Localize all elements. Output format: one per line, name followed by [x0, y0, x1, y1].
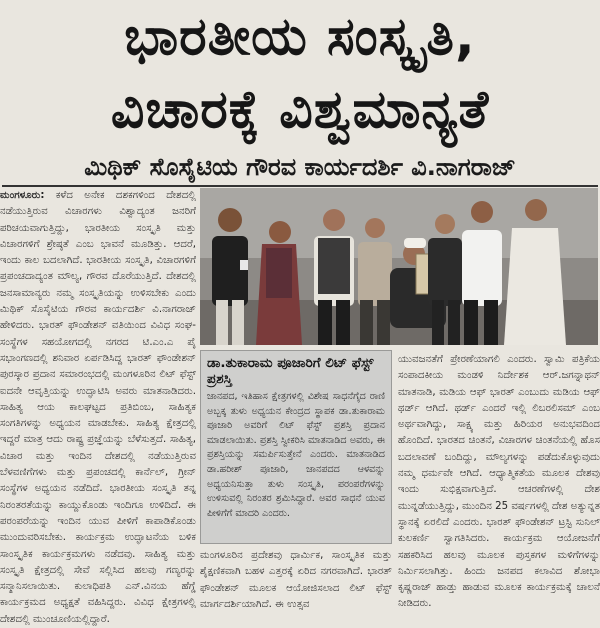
article-left-column: [0, 188, 196, 625]
article-dateline: ಮಂಗಳೂರು:: [0, 190, 45, 201]
subheadline: ಮಿಥಿಕ್ ಸೊಸೈಟಿಯ ಗೌರವ ಕಾರ್ಯದರ್ಶಿ ವಿ.ನಾಗರಾಜ್: [84, 153, 516, 181]
article-middle-bottom: [200, 548, 392, 614]
headline-line-1: ಭಾರತೀಯ ಸಂಸ್ಕೃತಿ,: [124, 7, 476, 67]
article-right-text: ಯುವಜನತೆಗೆ ಪ್ರೇರಣೆಯಾಗಲಿ ಎಂದರು. ಸ್ವಾಮಿ ಪತ್ರಿಕೆಯ ಸಂಪಾದಕೀಯ ಮಂಡಳಿ ನಿರ್ದೇಶಕ ಆರ್.ಜಗನ್ನಾಥನ್ ಮಾತನಾಡಿ, ಮಡಿಯ ಆಫ್ ಭಾರತ್ ಎಂಬುದು ಮಡಿಯ ಆಫ್ ಥರ್ಡ್ ಆಗಿದೆ. ಥರ್ಡ್ ಎಂದರೆ ಇಲ್ಲಿ ಲಿಬರಲಿಸಮ್ ಎಂಬ ಅರ್ಥವಾಗಿದ್ದು, ಸಾಕ್ಷ್ಯ ಮತ್ತು ಹಿರಿಯರ ಅನುಭವದಿಂದ ಹೊಂದಿದೆ. ಭಾರತದ ಚಿಂತನೆ, ವಿಚಾರಗಳ ಚಿಂತನೆಯಲ್ಲಿ ಹೊಸ ಬದಲಾವಣೆ ಬಂದಿದ್ದು, ಮೌಲ್ಯಗಳನ್ನು ಪಡೆದುಕೊಳ್ಳುವುದು ನಮ್ಮ ಧರ್ಮವೇ ಆಗಿದೆ. ಆಧ್ಯಾತ್ಮಿಕತೆಯ ಮೂಲಕ ದೇಶವು ಇಂದು ಸುಭಿಕ್ಷವಾಗುತ್ತಿದೆ. ಆಚರಣೆಗಳಲ್ಲಿ ದೇಶ ಮುನ್ನಡೆಯುತ್ತಿದ್ದು, ಮುಂದಿನ 25 ವರ್ಷಗಳಲ್ಲಿ ದೇಶ ಅತ್ಯುನ್ನತ ಸ್ಥಾನಕ್ಕೆ ಏರಲಿದೆ ಎಂದರು. ಭಾರತ್ ಫೌಂಡೇಶನ್ ಟ್ರಸ್ಟಿ ಸುನಿಲ್ ಕುಲಕರ್ಣಿ ಸ್ವಾಗತಿಸಿದರು. ಕಾರ್ಯಕ್ರಮ ಆಯೋಜನೆಗೆ ಸಹಕರಿಸಿದ ಹಲವು ಮೂಲಕ ಪುಸ್ತಕಗಳ ಮಳಿಗೆಗಳನ್ನು ನಿರ್ಮಿಸಲಾಗಿತ್ತು. ಹಿಂದು ಜನಪದ ಕಲಾವಿದ ಶೋಭಾ ಕೃಷ್ಣರಾಜ್ ಹಾಡ್ತು ಹಾಡುವ ಮೂಲಕ ಕಾರ್ಯಕ್ರಮಕ್ಕೆ ಚಾಲನೆ ನೀಡಿದರು.: [398, 354, 600, 610]
article-right-column: [398, 352, 600, 612]
headline-divider: [2, 185, 598, 187]
award-sidebar-box: [200, 350, 392, 544]
headline-line-2: ವಿಚಾರಕ್ಕೆ ವಿಶ್ವಮಾನ್ಯತೆ: [110, 80, 490, 140]
award-box-body: ಜಾನಪದ, ಇತಿಹಾಸ ಕ್ಷೇತ್ರಗಳಲ್ಲಿ ವಿಶೇಷ ಸಾಧನೆಗೈದ ರಾಣಿ ಅಬ್ಬಕ್ಕ ತುಳು ಅಧ್ಯಯನ ಕೇಂದ್ರದ ಸ್ಥಾಪಕ ಡಾ.ತುಕಾರಾಮ ಪೂಜಾರಿ ಅವರಿಗೆ ಲಿಟ್ ಫೆಸ್ಟ್ ಪ್ರಶಸ್ತಿ ಪ್ರದಾನ ಮಾಡಲಾಯಿತು. ಪ್ರಶಸ್ತಿ ಸ್ವೀಕರಿಸಿ ಮಾತನಾಡಿದ ಅವರು, ಈ ಪ್ರಶಸ್ತಿಯನ್ನು ಸಮರ್ಪಿಸುತ್ತೇನೆ ಎಂದರು. ಮಾತನಾಡಿದ ಡಾ.ಹರೀಶ್ ಪೂಜಾರಿ, ಜಾನಪದದ ಆಳವನ್ನು ಅಧ್ಯಯನಿಸುತ್ತಾ ತುಳು ಸಂಸ್ಕೃತಿ, ಪರಂಪರೆಗಳನ್ನು ಉಳಿಸುವಲ್ಲಿ ನಿರಂತರ ಶ್ರಮಿಸಿದ್ದಾರೆ. ಅವರ ಸಾಧನೆ ಯುವ ಪೀಳಿಗೆಗೆ ಮಾದರಿ ಎಂದರು.: [207, 391, 385, 519]
article-left-text: ಕಳೆದ ಅನೇಕ ದಶಕಗಳಿಂದ ದೇಶದಲ್ಲಿ ನಡೆಯುತ್ತಿರುವ ವಿಚಾರಗಳು ವಿಶ್ವಾದ್ಯಂತ ಜನರಿಗೆ ಪರಿಚಯವಾಗುತ್ತಿದ್ದು, ಭಾರತೀಯ ಸಂಸ್ಕೃತಿ ಮತ್ತು ವಿಚಾರಗಳಿಗೆ ಶ್ರೇಷ್ಠತೆ ಎಂಬ ಭಾವನೆ ಮೂಡಿತ್ತು. ಆದರೆ, ಇಂದು ಕಾಲ ಬದಲಾಗಿದೆ. ಭಾರತೀಯ ಸಂಸ್ಕೃತಿ, ವಿಚಾರಗಳಿಗೆ ಪ್ರಪಂಚದಾದ್ಯಂತ ಮೌಲ್ಯ, ಗೌರವ ದೊರೆಯುತ್ತಿದೆ. ದೇಶದಲ್ಲಿ ಜನಸಾಮಾನ್ಯರು ನಮ್ಮ ಸಂಸ್ಕೃತಿಯನ್ನು ಉಳಿಸಬೇಕು ಎಂದು ಮಿಥಿಕ್ ಸೊಸೈಟಿಯ ಗೌರವ ಕಾರ್ಯದರ್ಶಿ ವಿ.ನಾಗರಾಜ್ ಹೇಳಿದರು. ಭಾರತ್ ಫೌಂಡೇಶನ್ ವತಿಯಿಂದ ವಿವಿಧ ಸಂಘ-ಸಂಸ್ಥೆಗಳ ಸಹಯೋಗದಲ್ಲಿ ನಗರದ ಟಿ.ಎಂ.ಎ ಪೈ ಸಭಾಂಗಣದಲ್ಲಿ ಶನಿವಾರ ಏರ್ಪಡಿಸಿದ್ದ ಭಾರತ್ ಫೌಂಡೇಶನ್ ಪುರಸ್ಕಾರ ಪ್ರದಾನ ಸಮಾರಂಭದಲ್ಲಿ ಮಂಗಳೂರಿನ ಲಿಟ್ ಫೆಸ್ಟ್ ಐದನೇ ಆವೃತ್ತಿಯನ್ನು ಉದ್ಘಾಟಿಸಿ ಅವರು ಮಾತನಾಡಿದರು. ಸಾಹಿತ್ಯ ಆಯ ಕಾಲಘಟ್ಟದ ಪ್ರತಿಬಿಂಬ, ಸಾಹಿತ್ಯಕ ಸಂಗತಿಗಳನ್ನು ಅಧ್ಯಯನ ಮಾಡಬೇಕು. ಸಾಹಿತ್ಯ ಕ್ಷೇತ್ರದಲ್ಲಿ ಇದ್ದರೆ ಮಾತ್ರ ಆದು ರಾಷ್ಟ್ರ ಪ್ರಜ್ಞೆಯನ್ನು ಬೆಳೆಸುತ್ತದೆ. ಸಾಹಿತ್ಯ, ವಿಚಾರ ಮತ್ತು ಇಂದಿನ ದೇಶದಲ್ಲಿ ನಡೆಯುತ್ತಿರುವ ಬೆಳವಣಿಗೆಗಳು ಮತ್ತು ಪ್ರಪಂಚದಲ್ಲಿ ಕಾರ್ನೆಲ್, ಗ್ರೀನ್ ಸಂಸ್ಥೆಗಳ ಅಧ್ಯಯನ ನಡೆದಿದೆ. ಭಾರತೀಯ ಸಂಸ್ಕೃತಿ ತನ್ನ ನಿರಂತರತೆಯನ್ನು ಕಾಯ್ದುಕೊಂಡು ಇಂದಿಗೂ ಉಳಿದಿದೆ. ಈ ಪರಂಪರೆಯನ್ನು ಇಂದಿನ ಯುವ ಪೀಳಿಗೆ ಕಾಪಾಡಿಕೊಂಡು ಮುಂದುವರಿಸಬೇಕು. ಕಾರ್ಯಕ್ರಮ ಉದ್ಘಾಟನೆಯ ಬಳಿಕ ಸಾಂಸ್ಕೃತಿಕ ಕಾರ್ಯಕ್ರಮಗಳು ನಡೆದವು. ಸಾಹಿತ್ಯ ಮತ್ತು ಸಂಸ್ಕೃತಿ ಕ್ಷೇತ್ರದಲ್ಲಿ ಸೇವೆ ಸಲ್ಲಿಸಿದ ಹಲವು ಗಣ್ಯರನ್ನು ಸನ್ಮಾನಿಸಲಾಯಿತು. ಕುಲಾಧಿಪತಿ ಎನ್.ವಿನಯ ಹೆಗ್ಡೆ ಕಾರ್ಯಕ್ರಮದ ಅಧ್ಯಕ್ಷತೆ ವಹಿಸಿದ್ದರು. ವಿವಿಧ ಕ್ಷೇತ್ರಗಳಲ್ಲಿ ದೇಶದಲ್ಲಿ ಮುಂಚೂಣಿಯಲ್ಲಿದ್ದಾರೆ.: [0, 190, 196, 625]
award-box-title: ಡಾ.ತುಕಾರಾಮ ಪೂಜಾರಿಗೆ ಲಿಟ್ ಫೆಸ್ಟ್ ಪ್ರಶಸ್ತಿ: [207, 355, 374, 387]
event-photo: [200, 188, 598, 345]
article-middle-bottom-text: ಮಂಗಳೂರಿನ ಪ್ರದೇಶವು ಧಾರ್ಮಿಕ, ಸಾಂಸ್ಕೃತಿಕ ಮತ್ತು ಶೈಕ್ಷಣಿಕವಾಗಿ ಬಹಳ ಎತ್ತರಕ್ಕೆ ಏರಿದ ನಗರವಾಗಿದೆ. ಭಾರತ್ ಫೌಂಡೇಶನ್ ಮೂಲಕ ಆಯೋಜಿಸಲಾದ ಲಿಟ್ ಫೆಸ್ಟ್ ಮಾರ್ಗದರ್ಶಿಯಾಗಿದೆ. ಈ ಉತ್ಸವ: [200, 550, 392, 610]
